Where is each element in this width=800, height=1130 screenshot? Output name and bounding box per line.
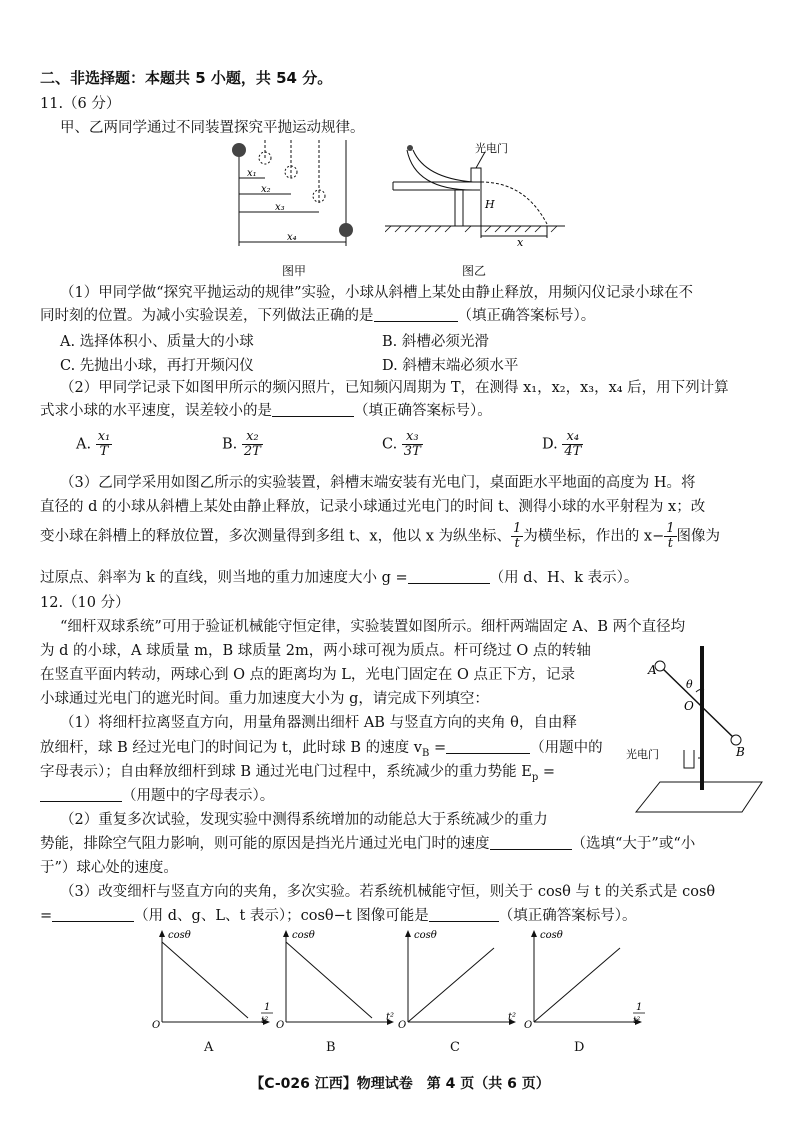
q11-p2-option-d-frac [562, 430, 583, 459]
fig-jia-caption: 图甲 [282, 264, 307, 278]
frac-den: T [99, 444, 109, 459]
q11-p1-line2 [40, 306, 595, 326]
q12-line1: “细杆双球系统”可用于验证机械能守恒定律，实验装置如图所示。细杆两端固定 A、B 两个直径均 [60, 619, 686, 635]
frac-num: x₁ [97, 429, 111, 444]
q12-line6b: = [429, 740, 447, 756]
q12-line6a: 放细杆，球 B 经过光电门的时间记为 t，此时球 B 的速度 v [40, 740, 422, 756]
q11-p3-line2: 直径的 d 的小球从斜槽上某处由静止释放，记录小球通过光电门的时间 t、测得小球的水平射程为 x；改 [40, 499, 706, 515]
fig-yi-caption: 图乙 [462, 264, 487, 278]
q11-p2-option-c-frac [402, 430, 423, 459]
jia-label-x3: x₃ [275, 202, 285, 213]
rod-label-a: A [648, 663, 657, 677]
graph-c-origin: O [398, 1020, 407, 1028]
q11-p3-line4a: 过原点、斜率为 k 的直线，则当地的重力加速度大小 g = [40, 570, 408, 586]
rod-label-o: O [684, 699, 694, 713]
frac-num: x₄ [562, 430, 583, 445]
q12-line12: （3）改变细杆与竖直方向的夹角，多次实验。若系统机械能守恒，则关于 cosθ 与 t 的关系式是 cosθ [60, 884, 716, 900]
figure-jia [225, 138, 365, 258]
q12-line6c: （用题中的 [530, 740, 603, 756]
q11-p2-line2 [40, 401, 492, 421]
frac-den: 2T [243, 444, 261, 459]
q12-line8 [40, 786, 274, 806]
q11-p3-line3 [40, 522, 720, 551]
q11-p3-line4b: （用 d、H、k 表示）。 [489, 570, 639, 586]
q12-line13 [40, 906, 637, 926]
jia-label-x2: x₂ [261, 184, 271, 195]
q12-line7b: = [538, 764, 555, 780]
q11-p2-option-a [76, 430, 112, 459]
q12-p1-ep-blank[interactable] [40, 787, 122, 802]
rod-label-b: B [736, 745, 745, 759]
q11-p1-option-c: C. 先抛出小球，再打开频闪仪 [60, 358, 254, 374]
q12-p3-relation-blank[interactable] [52, 907, 134, 922]
q12-line3: 在竖直平面内转动，两球心到 O 点的距离均为 L，光电门固定在 O 点正下方，记录 [40, 667, 575, 683]
q11-p2-answer-blank[interactable] [272, 402, 354, 417]
q12-line2: 为 d 的小球，A 球质量 m，B 球质量 2m，两小球可视为质点。杆可绕过 O 点的转轴 [40, 643, 591, 659]
q12-line4: 小球通过光电门的遮光时间。重力加速度大小为 g，请完成下列填空： [40, 691, 489, 707]
graph-c-label: C [450, 1040, 460, 1055]
q11-p1-line2a: 同时刻的位置。为减小实验误差，下列做法正确的是 [40, 308, 374, 324]
q11-p2-option-d-label: D. [542, 436, 558, 453]
frac-one-over-t [511, 522, 523, 551]
q11-p2-line2a: 式求小球的水平速度，误差较小的是 [40, 403, 272, 419]
q11-p2-option-a-frac [96, 430, 113, 459]
q12-line7a: 字母表示）；自由释放细杆到球 B 通过光电门过程中，系统减少的重力势能 E [40, 764, 532, 780]
frac-den: t [514, 536, 520, 551]
frac-num: x₂ [242, 430, 263, 445]
q11-p1-option-b: B. 斜槽必须光滑 [382, 334, 489, 350]
yi-h-label: H [485, 198, 495, 211]
q12-line10 [40, 834, 695, 854]
q11-p3-line3a: 变小球在斜槽上的释放位置，多次测量得到多组 t、x，他以 x 为纵坐标、 [40, 528, 512, 545]
frac-den: t [667, 536, 673, 551]
graph-c-line [408, 948, 494, 1022]
q11-header: 11.（6 分） [40, 96, 121, 112]
figure-yi [385, 138, 575, 246]
rod-gate-label: 光电门 [626, 748, 659, 761]
q11-p2-option-b [222, 430, 263, 459]
q12-p2-answer-blank[interactable] [490, 835, 572, 850]
graph-d-line [534, 948, 620, 1022]
q11-p1-line2b: （填正确答案标号）。 [457, 308, 596, 324]
q11-p2-line2b: （填正确答案标号）。 [354, 403, 492, 419]
q12-vb-sub: B [421, 747, 430, 759]
graph-b-label: B [326, 1040, 336, 1055]
q12-line8-text: （用题中的字母表示）。 [122, 788, 275, 804]
q12-line13c: （填正确答案标号）。 [498, 908, 637, 924]
jia-label-x1: x₁ [247, 168, 257, 179]
q11-p1-answer-blank[interactable] [374, 307, 458, 322]
q12-p1-vb-blank[interactable] [446, 739, 530, 754]
graph-d-xlabel-num: 1 [636, 1002, 643, 1013]
q11-p3-line3b: 为横坐标，作出的 x− [523, 528, 665, 545]
q11-p1-option-d: D. 斜槽末端必须水平 [382, 358, 519, 374]
q12-line11: 于”）球心处的速度。 [40, 860, 178, 876]
graph-a-xlabel-num: 1 [264, 1002, 271, 1013]
q11-p3-line4 [40, 568, 638, 588]
q12-line10a: 势能，排除空气阻力影响，则可能的原因是挡光片通过光电门时的速度 [40, 836, 490, 852]
q11-p2-option-b-label: B. [222, 436, 238, 453]
graph-a-label: A [204, 1040, 214, 1055]
q11-intro: 甲、乙两同学通过不同装置探究平抛运动规律。 [60, 120, 365, 136]
graph-b-line [286, 942, 372, 1018]
frac-den: 4T [564, 444, 582, 459]
graph-a-ylabel: cosθ [168, 930, 191, 941]
q12-header: 12.（10 分） [40, 595, 130, 611]
graph-a-xlabel-den: t² [261, 1016, 269, 1026]
q11-p3-line1: （3）乙同学采用如图乙所示的实验装置，斜槽末端安装有光电门，桌面距水平地面的高度为 H。将 [60, 475, 696, 491]
graph-a-origin: O [152, 1020, 161, 1028]
q11-p2-option-c [382, 430, 423, 459]
graph-b-xlabel: t² [386, 1012, 395, 1023]
graph-options [150, 928, 660, 1028]
q11-p2-line1: （2）甲同学记录下如图甲所示的频闪照片，已知频闪周期为 T，在测得 x₁，x₂，x₃，x₄ 后，用下列计算 [60, 380, 729, 396]
q11-p1-line1: （1）甲同学做“探究平抛运动的规律”实验，小球从斜槽上某处由静止释放，用频闪仪记录小球在不 [60, 285, 694, 301]
q12-line13b: （用 d、g、L、t 表示）；cosθ−t 图像可能是 [134, 908, 429, 924]
q11-p3-answer-blank[interactable] [408, 569, 490, 584]
graph-c-ylabel: cosθ [414, 930, 437, 941]
q11-p2-option-b-frac [242, 430, 263, 459]
graph-c-xlabel: t² [508, 1012, 517, 1023]
graph-d-ylabel: cosθ [540, 930, 563, 941]
q11-p1-option-a: A. 选择体积小、质量大的小球 [60, 334, 254, 350]
graph-a-line [162, 942, 248, 1018]
graph-b-ylabel: cosθ [292, 930, 315, 941]
q12-line5: （1）将细杆拉离竖直方向，用量角器测出细杆 AB 与竖直方向的夹角 θ，自由释 [60, 715, 577, 731]
graph-b-origin: O [276, 1020, 285, 1028]
section-heading: 二、非选择题：本题共 5 小题，共 54 分。 [40, 69, 333, 87]
yi-gate-label: 光电门 [475, 142, 508, 155]
graph-d-xlabel-den: t² [633, 1016, 641, 1026]
frac-num: 1 [666, 521, 675, 536]
graph-d-label: D [574, 1040, 585, 1055]
q11-p2-option-c-label: C. [382, 436, 398, 453]
rod-label-theta: θ [686, 678, 693, 691]
q11-p2-option-d [542, 430, 583, 459]
jia-label-x4: x₄ [287, 232, 297, 243]
q12-line10b: （选填“大于”或“小 [571, 836, 696, 852]
frac-den: 3T [403, 444, 421, 459]
q12-line9: （2）重复多次试验，发现实验中测得系统增加的动能总大于系统减少的重力 [60, 812, 548, 828]
q11-p3-line3c: 图像为 [676, 528, 721, 545]
q12-line6 [40, 738, 603, 764]
q12-ep-sub: p [531, 771, 539, 783]
graph-d-origin: O [524, 1020, 533, 1028]
q12-line7 [40, 762, 555, 788]
q11-p2-option-a-label: A. [76, 436, 92, 453]
frac-num: x₃ [402, 430, 423, 445]
frac-num: 1 [513, 521, 522, 536]
q12-p3-graph-blank[interactable] [429, 907, 499, 922]
q12-line13a: = [40, 908, 53, 924]
page-footer: 【C-026 江西】物理试卷 第 4 页（共 6 页） [250, 1076, 550, 1092]
figure-rod-system [620, 640, 780, 820]
frac-one-over-t-2 [664, 522, 676, 551]
yi-x-label: x [517, 236, 524, 246]
